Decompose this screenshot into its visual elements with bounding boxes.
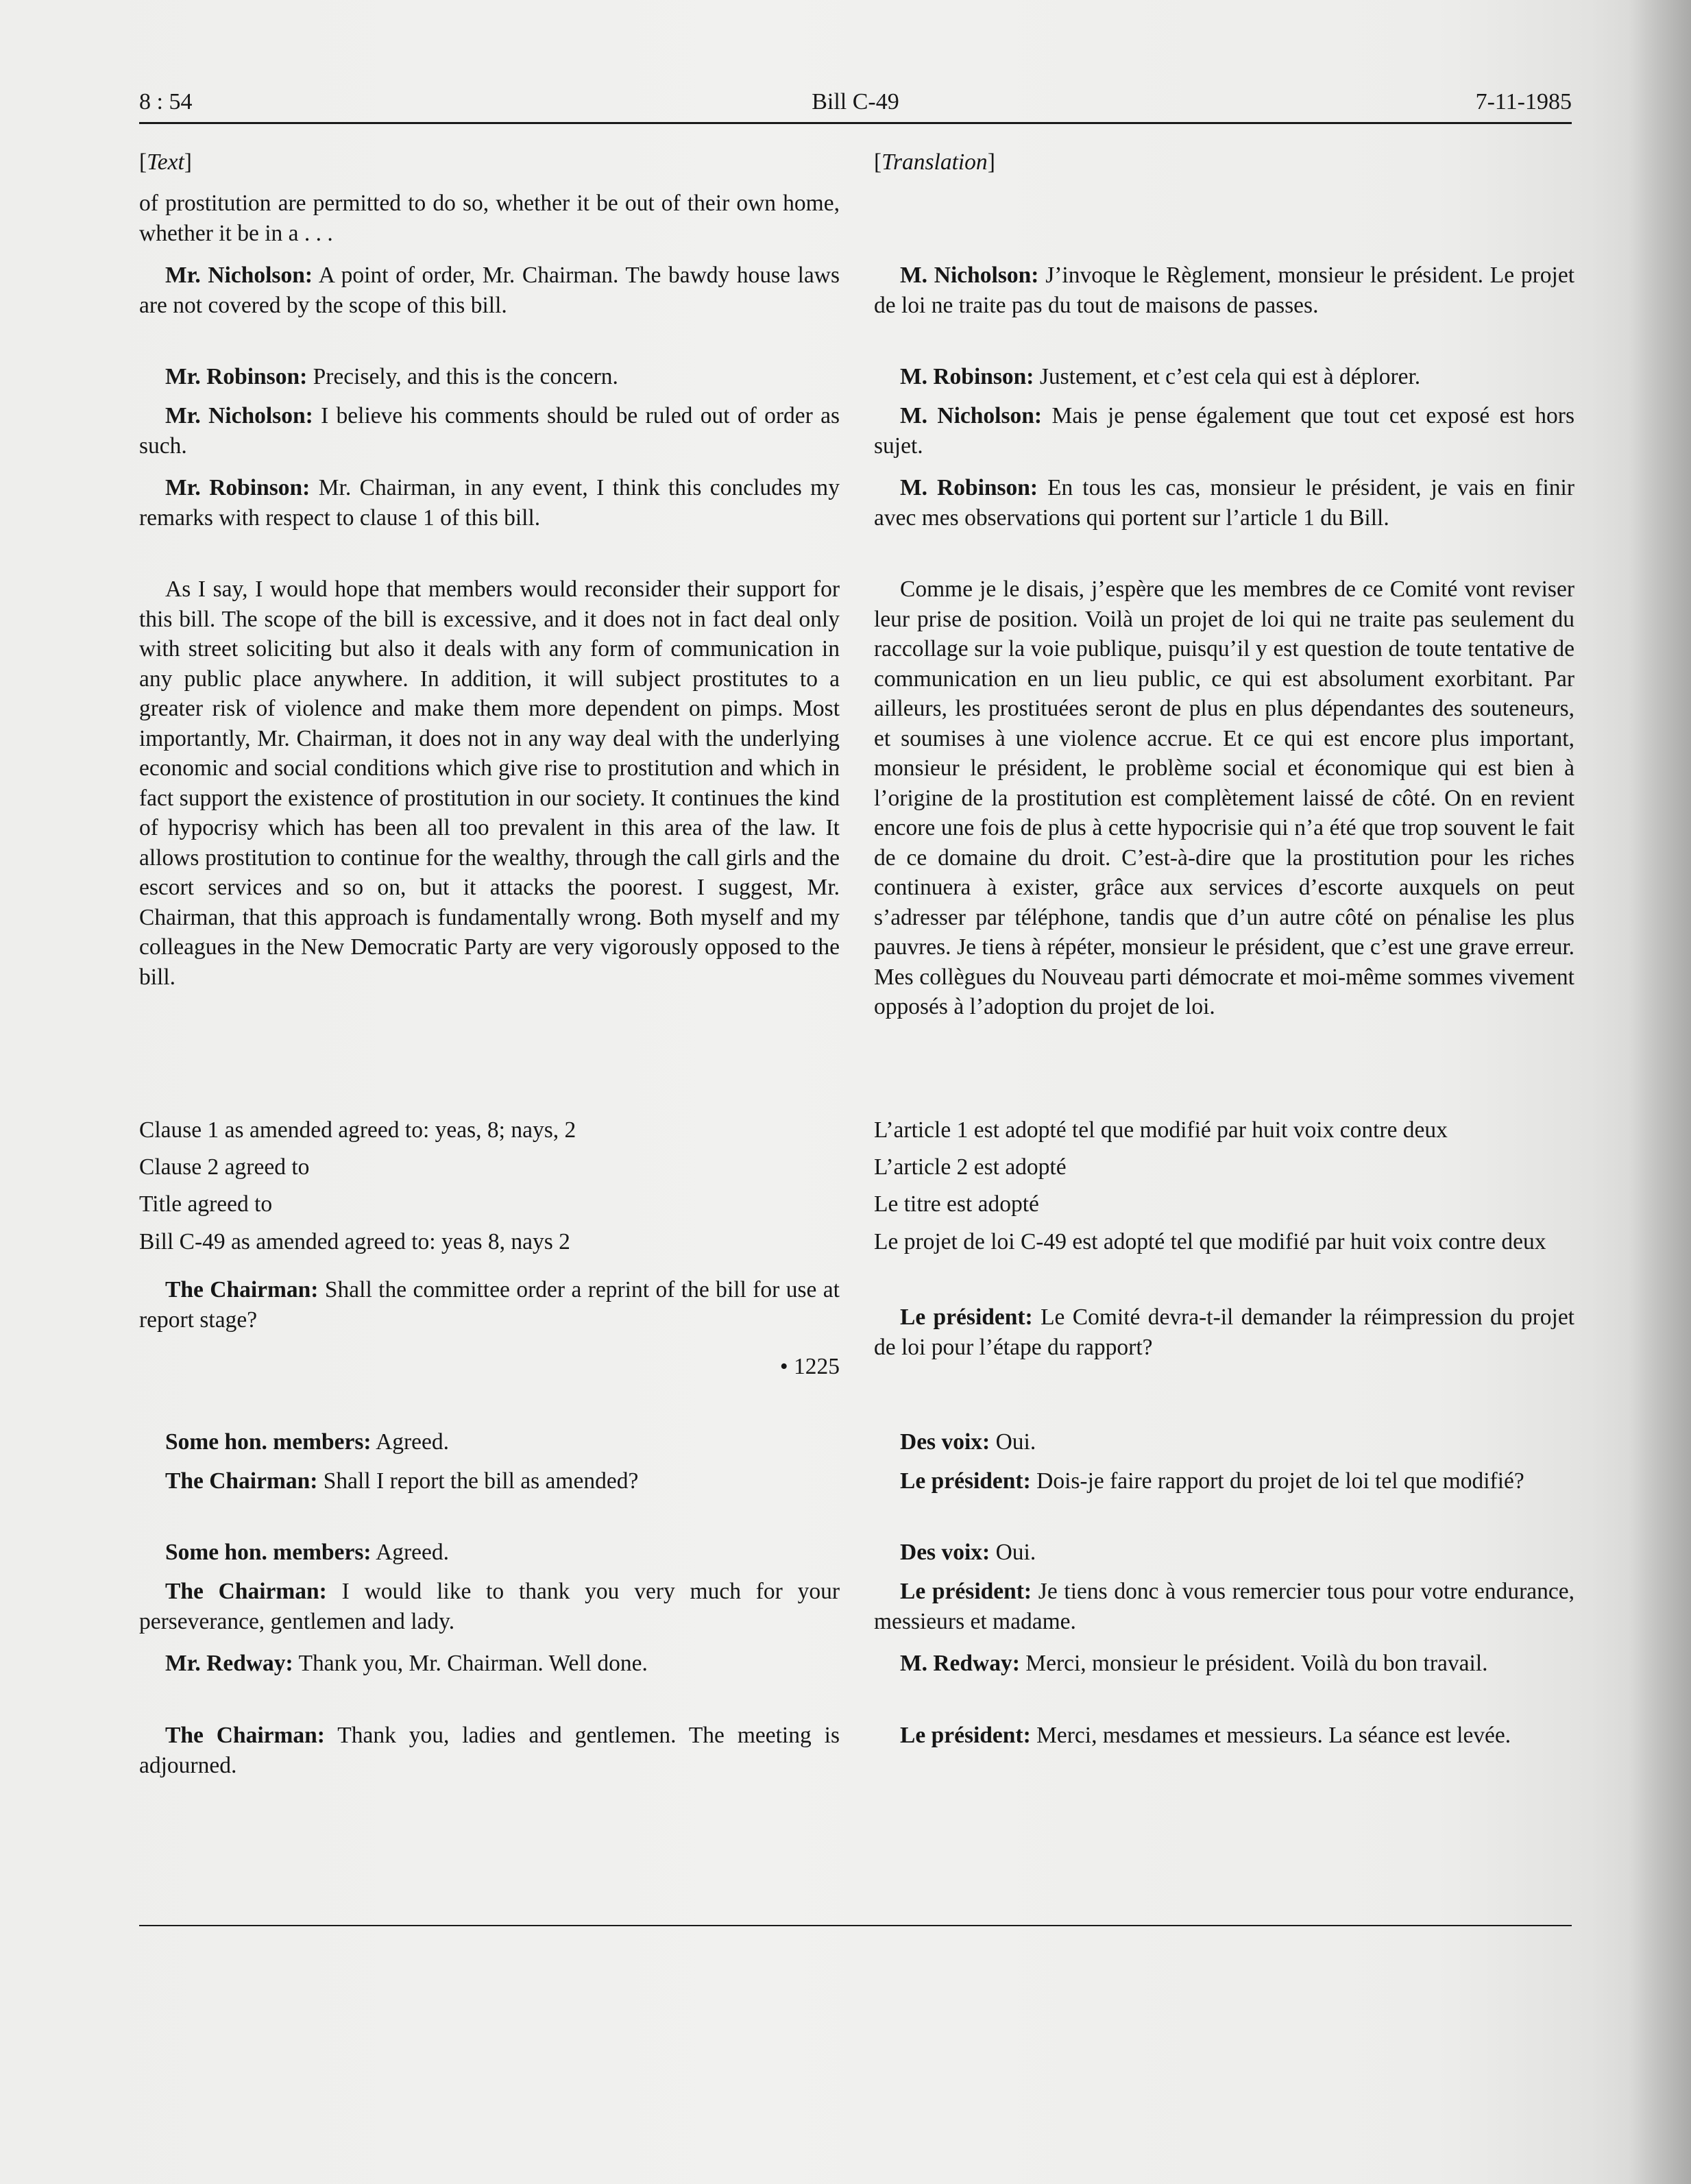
speech-text: Merci, monsieur le président. Voilà du bon travail.	[1019, 1651, 1488, 1676]
speaker-name: Le président:	[900, 1468, 1031, 1494]
speech	[139, 362, 840, 392]
vote-line: Le titre est adopté	[874, 1191, 1039, 1217]
column-label-text: Translation	[881, 149, 988, 175]
speaker-name: Mr. Robinson:	[165, 364, 308, 389]
speech	[139, 1577, 840, 1636]
speech	[874, 1538, 1574, 1568]
binding-shadow	[1629, 0, 1691, 2184]
speech	[139, 1538, 840, 1568]
paragraph: As I say, I would hope that members would reconsider their support for this bill. The scope of the bill is excessive, and it does not in fact deal only with street soliciting but also it deals with any form of communication in any public place anywhere. In addition, it will subject prostitutes to a greater risk of violence and make them more dependent on pimps. Most importantly, Mr. Chairman, it does not in any way deal with the underlying economic and social conditions which give rise to prostitution and which in fact support the existence of prostitution in our society. It continues the kind of hypocrisy which has been all too prevalent in this area of the law. It allows prostitution to continue for the wealthy, through the call girls and the escort services and so on, but it attacks the poorest. I suggest, Mr. Chairman, that this approach is fundamentally wrong. Both myself and my colleagues in the New Democratic Party are very vigorously opposed to the bill.	[139, 577, 840, 990]
speaker-name: Some hon. members:	[165, 1540, 372, 1565]
speech-text: Dois-je faire rapport du projet de loi tel que modifié?	[1030, 1468, 1524, 1494]
speech-text: Justement, et c’est cela qui est à déplorer.	[1034, 364, 1421, 389]
speech	[874, 260, 1574, 320]
speaker-name: Mr. Nicholson:	[165, 263, 313, 288]
vote-line: L’article 2 est adopté	[874, 1154, 1067, 1180]
speaker-name: Le président:	[900, 1579, 1032, 1604]
speech-text: J’invoque le Règlement, monsieur le président. Le projet de loi ne traite pas du tout de maisons de passes.	[874, 263, 1575, 318]
vote-line: Clause 1 as amended agreed to: yeas, 8; nays, 2	[139, 1117, 576, 1143]
vote-line: Title agreed to	[139, 1191, 273, 1217]
speaker-name: Le président:	[900, 1723, 1031, 1748]
speech	[139, 401, 840, 461]
speech-text: Thank you, ladies and gentlemen. The meeting is adjourned.	[139, 1723, 840, 1778]
speech-text: Mais je pense également que tout cet exposé est hors sujet.	[874, 403, 1574, 459]
paragraph: of prostitution are permitted to do so, whether it be out of their own home, whether it be in a . . .	[139, 191, 840, 246]
speaker-name: M. Nicholson:	[900, 403, 1043, 428]
speech	[874, 473, 1574, 533]
speech	[874, 1427, 1574, 1457]
speaker-name: M. Robinson:	[900, 364, 1034, 389]
footer-rule	[139, 1925, 1572, 1926]
speech-text: Merci, mesdames et messieurs. La séance est levée.	[1030, 1723, 1511, 1748]
speech	[874, 1649, 1574, 1679]
speaker-name: Some hon. members:	[165, 1429, 372, 1455]
running-title: Bill C-49	[812, 89, 899, 114]
speaker-name: M. Robinson:	[900, 475, 1038, 500]
speech-text: Agreed.	[371, 1429, 450, 1455]
page-number: 8 : 54	[139, 89, 193, 114]
speech	[139, 1427, 840, 1457]
speech	[139, 1649, 840, 1679]
speech-text: Agreed.	[371, 1540, 450, 1565]
speech-text: Mr. Chairman, in any event, I think this concludes my remarks with respect to clause 1 of this bill.	[139, 475, 840, 531]
speech	[874, 362, 1574, 392]
column-label: [Text]	[139, 149, 192, 175]
speech	[139, 473, 840, 533]
speaker-name: Mr. Nicholson:	[165, 403, 313, 428]
speaker-name: Mr. Redway:	[165, 1651, 293, 1676]
vote-line: Bill C-49 as amended agreed to: yeas 8, nays 2	[139, 1229, 570, 1254]
speaker-name: The Chairman:	[165, 1277, 319, 1302]
speech-text: En tous les cas, monsieur le président, je vais en finir avec mes observations qui portent sur l’article 1 du Bill.	[874, 475, 1574, 531]
speech-text: Shall I report the bill as amended?	[317, 1468, 639, 1494]
speaker-name: Mr. Robinson:	[165, 475, 311, 500]
speech-text: Precisely, and this is the concern.	[307, 364, 618, 389]
speech	[874, 401, 1574, 461]
speech-text: A point of order, Mr. Chairman. The bawdy house laws are not covered by the scope of this bill.	[139, 263, 840, 318]
speaker-name: The Chairman:	[165, 1468, 318, 1494]
speech-text: I believe his comments should be ruled out of order as such.	[139, 403, 840, 459]
vote-line: Le projet de loi C-49 est adopté tel que modifié par huit voix contre deux	[874, 1229, 1546, 1254]
page-header	[139, 84, 1572, 125]
speech-text: Je tiens donc à vous remercier tous pour votre endurance, messieurs et madame.	[874, 1579, 1574, 1634]
column-label-text: Text	[147, 149, 184, 175]
speech	[874, 1302, 1574, 1362]
header-date: 7-11-1985	[1475, 89, 1572, 114]
speech-text: Shall the committee order a reprint of the bill for use at report stage?	[139, 1277, 840, 1333]
speech	[139, 1466, 840, 1496]
speaker-name: The Chairman:	[165, 1723, 325, 1748]
speech-text: Oui.	[990, 1540, 1036, 1565]
paragraph: Comme je le disais, j’espère que les membres de ce Comité vont reviser leur prise de position. Voilà un projet de loi qui ne traite pas seulement du raccollage sur la voie publique, puisqu’il y est question de toute tentative de communication en un lieu public, ce qui est absolument exorbitant. Par ailleurs, les prostituées seront de plus en plus dépendantes des souteneurs, et soumises à une violence accrue. Et ce qui est encore plus important, monsieur le président, le problème social et économique qui est bien à l’origine de la prostitution est complètement laissé de côté. On en revient encore une fois de plus à cette hypocrisie qui n’a été que trop souvent le fait de ce domaine du droit. C’est-à-dire que la prostitution pour les riches continuera à exister, grâce aux services d’escorte auxquels on peut s’adresser par téléphone, tandis que d’un autre côté on pénalise les plus pauvres. Je tiens à répéter, monsieur le président, que c’est une grave erreur. Mes collègues du Nouveau parti démocrate et moi-même sommes vivement opposés à l’adoption du projet de loi.	[874, 577, 1574, 1019]
speaker-name: The Chairman:	[165, 1579, 327, 1604]
speaker-name: M. Nicholson:	[900, 263, 1039, 288]
speaker-name: Des voix:	[900, 1429, 990, 1455]
speech	[139, 260, 840, 320]
speech-text: I would like to thank you very much for your perseverance, gentlemen and lady.	[139, 1579, 840, 1634]
speaker-name: M. Redway:	[900, 1651, 1020, 1676]
column-label: [Translation]	[874, 149, 995, 175]
speech	[874, 1721, 1574, 1751]
speech-text: Le Comité devra-t-il demander la réimpression du projet de loi pour l’étape du rapport?	[874, 1305, 1574, 1360]
speech	[139, 1721, 840, 1780]
vote-line: Clause 2 agreed to	[139, 1154, 310, 1180]
speech	[874, 1466, 1574, 1496]
speech-text: Thank you, Mr. Chairman. Well done.	[293, 1651, 648, 1676]
speech-text: Oui.	[990, 1429, 1036, 1455]
speaker-name: Le président:	[900, 1305, 1033, 1330]
speech	[139, 1275, 840, 1335]
time-marker: • 1225	[779, 1354, 840, 1379]
header-rule	[139, 122, 1572, 124]
vote-line: L’article 1 est adopté tel que modifié par huit voix contre deux	[874, 1117, 1448, 1143]
speaker-name: Des voix:	[900, 1540, 990, 1565]
speech	[874, 1577, 1574, 1636]
